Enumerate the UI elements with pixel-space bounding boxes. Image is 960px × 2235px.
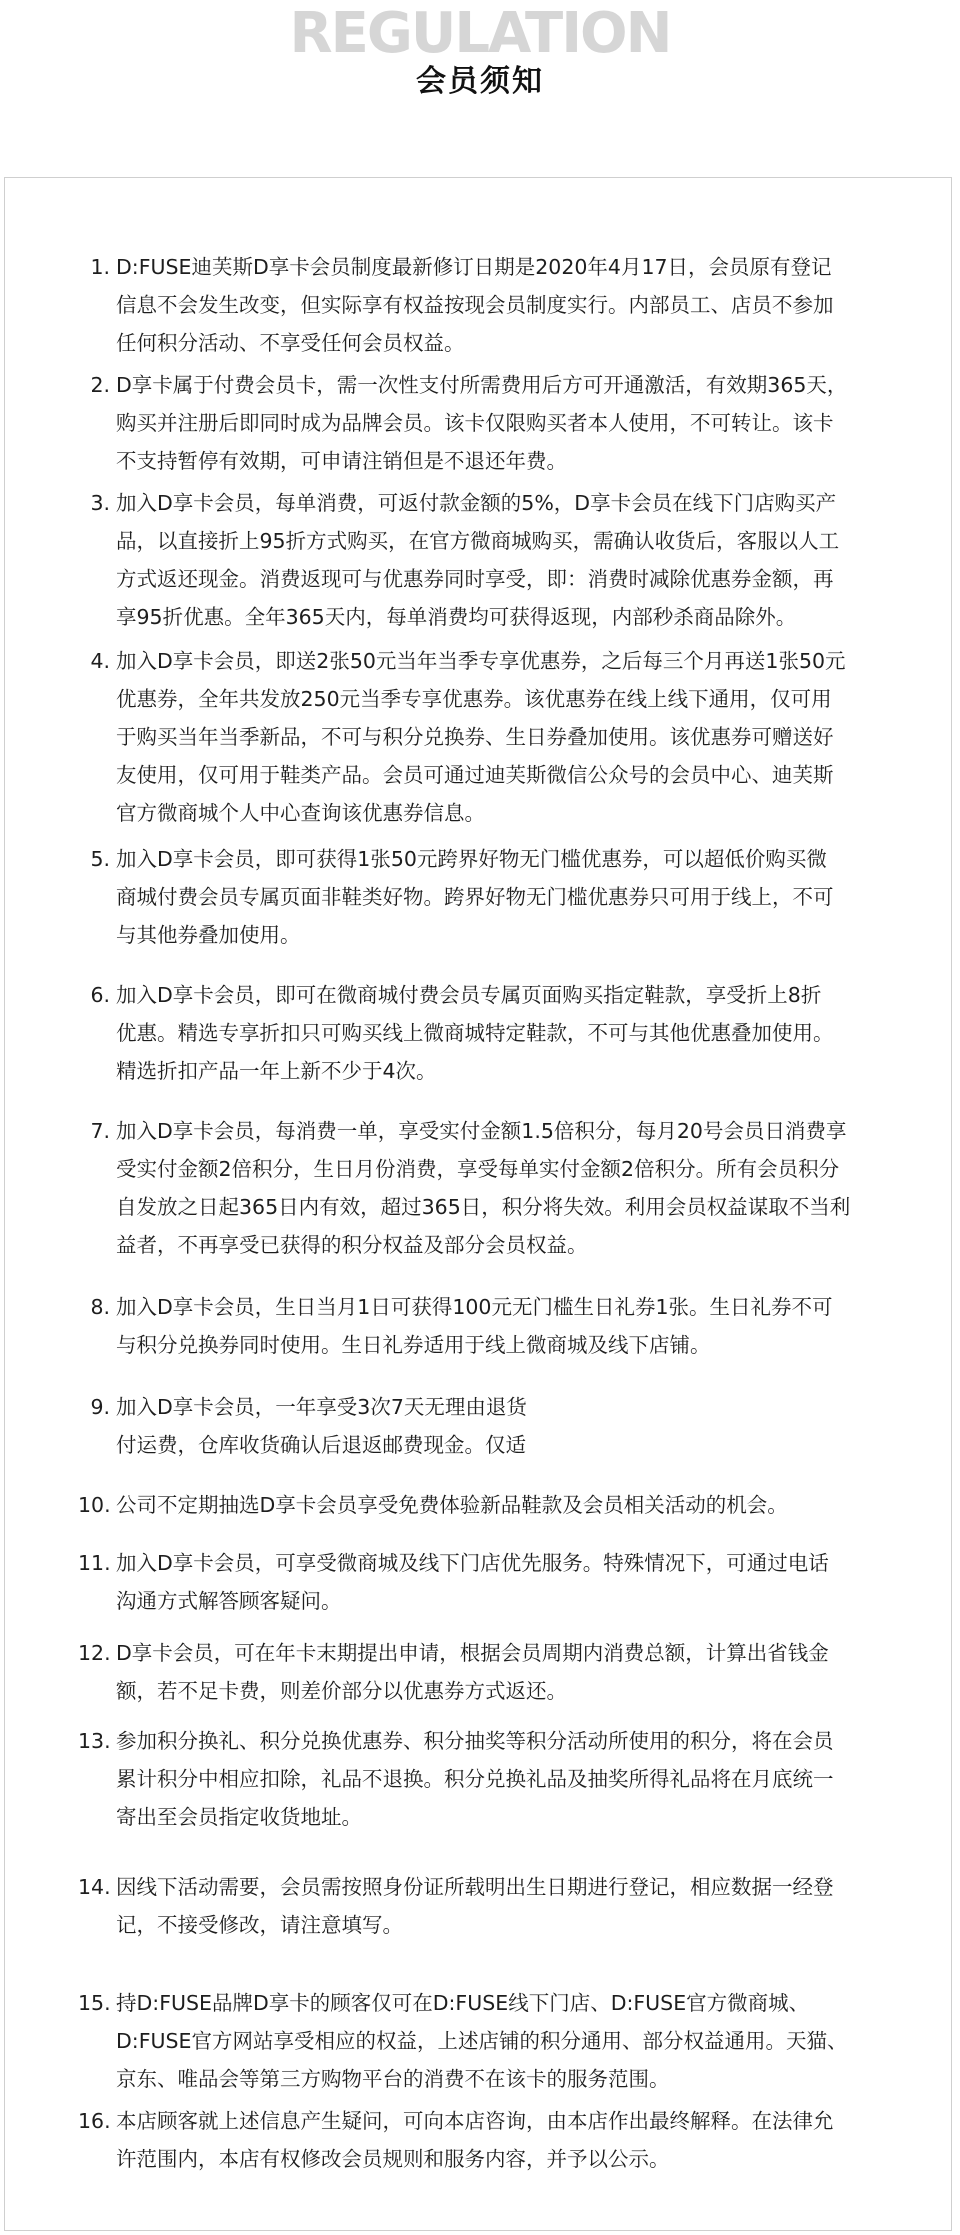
rule-text (116, 484, 878, 636)
rule-text-line: 品，以直接折上95折方式购买，在官方微商城购买，需确认收货后，客服以人工 (116, 529, 840, 553)
rule-number: 10. (78, 1493, 111, 1517)
rule-text-line: 寄出至会员指定收货地址。 (116, 1805, 362, 1829)
rule-text (116, 1112, 878, 1264)
rule-number: 7. (90, 1119, 110, 1143)
rule-text-line: D:FUSE迪芙斯D享卡会员制度最新修订日期是2020年4月17日，会员原有登记 (116, 255, 832, 279)
rule-text-line: 加入D享卡会员，每单消费，可返付款金额的5%，D享卡会员在线下门店购买产 (116, 491, 837, 515)
rule-text-line: 加入D享卡会员，每消费一单，享受实付金额1.5倍积分，每月20号会员日消费享 (116, 1119, 847, 1143)
rule-number: 13. (78, 1729, 111, 1753)
regulation-watermark: REGULATION (289, 1, 671, 66)
rule-number: 11. (78, 1551, 111, 1575)
rule-text-line: 益者，不再享受已获得的积分权益及部分会员权益。 (116, 1233, 588, 1257)
rule-number: 4. (90, 649, 110, 673)
rule-text-line: 友使用，仅可用于鞋类产品。会员可通过迪芙斯微信公众号的会员中心、迪芙斯 (116, 763, 834, 787)
rule-text-line: 精选折扣产品一年上新不少于4次。 (116, 1059, 437, 1083)
rule-number: 12. (78, 1641, 111, 1665)
rule-text-line: 因线下活动需要，会员需按照身份证所载明出生日期进行登记，相应数据一经登 (116, 1875, 834, 1899)
rule-text-line: 商城付费会员专属页面非鞋类好物。跨界好物无门槛优惠券只可用于线上，不可 (116, 885, 834, 909)
rule-text-line: 自发放之日起365日内有效，超过365日，积分将失效。利用会员权益谋取不当利 (116, 1195, 851, 1219)
rule-text-line: 不支持暂停有效期，可申请注销但是不退还年费。 (116, 449, 567, 473)
rule-text-line: 购买并注册后即同时成为品牌会员。该卡仅限购买者本人使用，不可转让。该卡 (116, 411, 834, 435)
rule-number: 15. (78, 1991, 111, 2015)
rule-text (116, 366, 878, 480)
rule-text (116, 642, 878, 832)
rule-number: 3. (90, 491, 110, 515)
rule-text-line: 加入D享卡会员，即可获得1张50元跨界好物无门槛优惠券，可以超低价购买微 (116, 847, 827, 871)
rule-text-line: D享卡属于付费会员卡，需一次性支付所需费用后方可开通激活，有效期365天， (116, 373, 848, 397)
rule-text-line: 信息不会发生改变，但实际享有权益按现会员制度实行。内部员工、店员不参加 (116, 293, 834, 317)
rule-text-line: 沟通方式解答顾客疑问。 (116, 1589, 342, 1613)
rule-text-line: 与积分兑换券同时使用。生日礼券适用于线上微商城及线下店铺。 (116, 1333, 711, 1357)
rule-text-line: 优惠。精选专享折扣只可购买线上微商城特定鞋款，不可与其他优惠叠加使用。 (116, 1021, 834, 1045)
rule-text-line: 加入D享卡会员，一年享受3次7天无理由退货 (116, 1395, 527, 1419)
rule-text-line: 本店顾客就上述信息产生疑问，可向本店咨询，由本店作出最终解释。在法律允 (116, 2109, 834, 2133)
rule-text-line: 许范围内，本店有权修改会员规则和服务内容，并予以公示。 (116, 2147, 670, 2171)
rule-text (116, 1634, 878, 1710)
rule-number: 5. (90, 847, 110, 871)
rule-text-line: 记，不接受修改，请注意填写。 (116, 1913, 403, 1937)
rule-number: 9. (90, 1395, 110, 1419)
rule-text-line: 官方微商城个人中心查询该优惠券信息。 (116, 801, 485, 825)
rule-text-line: 参加积分换礼、积分兑换优惠券、积分抽奖等积分活动所使用的积分，将在会员 (116, 1729, 834, 1753)
rule-text-line: 优惠券，全年共发放250元当季专享优惠券。该优惠券在线上线下通用，仅可用 (116, 687, 832, 711)
rule-text (116, 1984, 878, 2098)
rule-number: 14. (78, 1875, 111, 1899)
rule-text (116, 1486, 878, 1524)
rule-text (116, 1868, 878, 1944)
rule-text-line: 京东、唯品会等第三方购物平台的消费不在该卡的服务范围。 (116, 2067, 670, 2091)
rule-text-line: 受实付金额2倍积分，生日月份消费，享受每单实付金额2倍积分。所有会员积分 (116, 1157, 840, 1181)
rule-text-line: D享卡会员，可在年卡末期提出申请，根据会员周期内消费总额，计算出省钱金 (116, 1641, 829, 1665)
rule-text-line: 累计积分中相应扣除，礼品不退换。积分兑换礼品及抽奖所得礼品将在月底统一 (116, 1767, 834, 1791)
rule-text-line: 任何积分活动、不享受任何会员权益。 (116, 331, 465, 355)
rule-text-line: 加入D享卡会员，即可在微商城付费会员专属页面购买指定鞋款，享受折上8折 (116, 983, 822, 1007)
rule-text-line: 方式返还现金。消费返现可与优惠券同时享受，即：消费时减除优惠券金额，再 (116, 567, 834, 591)
rule-text-line: 公司不定期抽选D享卡会员享受免费体验新品鞋款及会员相关活动的机会。 (116, 1493, 788, 1517)
rule-number: 2. (90, 373, 110, 397)
rule-text-line: 于购买当年当季新品，不可与积分兑换券、生日券叠加使用。该优惠券可赠送好 (116, 725, 834, 749)
rule-text (116, 976, 878, 1090)
rule-number: 1. (90, 255, 110, 279)
rule-text-line: 加入D享卡会员，可享受微商城及线下门店优先服务。特殊情况下，可通过电话 (116, 1551, 829, 1575)
rule-text-line: 加入D享卡会员，即送2张50元当年当季专享优惠券，之后每三个月再送1张50元 (116, 649, 846, 673)
rule-text (116, 1722, 878, 1836)
rule-text-line: 付运费，仓库收货确认后退返邮费现金。仅适 (116, 1433, 526, 1457)
rule-number: 8. (90, 1295, 110, 1319)
rule-text-line: 额，若不足卡费，则差价部分以优惠券方式返还。 (116, 1679, 567, 1703)
rule-text (116, 1388, 878, 1464)
rule-text-line: 与其他券叠加使用。 (116, 923, 301, 947)
page-title: 会员须知 (416, 64, 544, 99)
rule-text (116, 840, 878, 954)
rule-text (116, 2102, 878, 2178)
rule-text (116, 1544, 878, 1620)
rule-text-line: D:FUSE官方网站享受相应的权益，上述店铺的积分通用、部分权益通用。天猫、 (116, 2029, 848, 2053)
rule-text (116, 1288, 878, 1364)
rule-number: 6. (90, 983, 110, 1007)
rule-text-line: 享95折优惠。全年365天内，每单消费均可获得返现，内部秒杀商品除外。 (116, 605, 797, 629)
rule-text-line: 持D:FUSE品牌D享卡的顾客仅可在D:FUSE线下门店、D:FUSE官方微商城、 (116, 1991, 810, 2015)
rule-text-line: 加入D享卡会员，生日当月1日可获得100元无门槛生日礼券1张。生日礼券不可 (116, 1295, 833, 1319)
rule-number: 16. (78, 2109, 111, 2133)
rule-text (116, 248, 878, 362)
